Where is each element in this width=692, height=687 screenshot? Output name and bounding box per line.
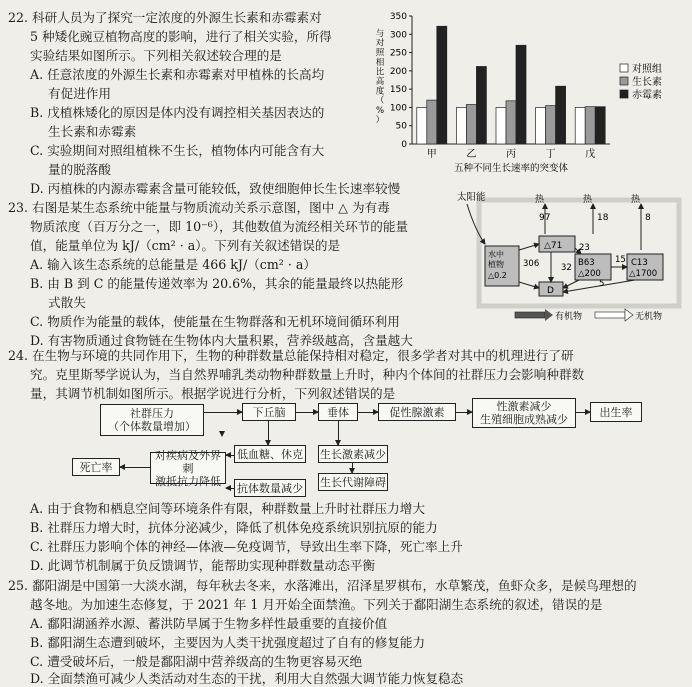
q25-option-b: B. 鄱阳湖生态遭到破坏，主要因为人类干扰强度超过了自有的修复能力 <box>30 635 426 650</box>
y-axis-label-char: % <box>375 105 385 116</box>
social-pressure-label: 社群压力 <box>130 407 174 420</box>
flow-value-23: 23 <box>579 243 590 253</box>
y-axis-label-char: 高 <box>375 77 385 87</box>
heat-value-8: 8 <box>645 213 651 223</box>
legend-swatch <box>620 90 628 98</box>
bar-赤霉素-戊 <box>595 107 605 144</box>
q25-option-d: D. 全面禁渔可减少人类活动对生态的干扰，利用大自然强大调节能力恢复稳态 <box>30 671 464 686</box>
q24-option-d: D. 此调节机制属于负反馈调节，能帮助实现种群数量动态平衡 <box>30 558 376 573</box>
y-axis-label-char: 比 <box>375 67 385 78</box>
bar-生长素-丁 <box>546 106 556 144</box>
arrow-7 <box>338 421 339 445</box>
x-tick-label: 甲 <box>426 149 437 160</box>
bar-chart <box>372 6 690 182</box>
bar-赤霉素-丁 <box>556 86 566 144</box>
legend-label: 对照组 <box>632 64 662 75</box>
q22-option-c-cont: 量的脱落酸 <box>48 162 111 177</box>
q23-option-b: B. 由 B 到 C 的能量传递效率为 20.6%，其余的能量最终以热能形 <box>30 276 404 291</box>
q25-stem-line-2: 越冬地。为加速生态修复，于 2021 年 1 月开始全面禁渔。下列关于鄱阳湖生态系统的叙述，错误的是 <box>30 597 603 612</box>
box-pituitary: 垂体 <box>318 403 358 421</box>
q25-option-a: A. 鄱阳湖涵养水源、蓄洪防旱属于生物多样性最重要的直接价值 <box>30 616 388 631</box>
q22-stem-line-2: 5 种矮化豌豆植物高度的影响，进行了相关实验，所得 <box>30 29 332 44</box>
y-tick-label: 100 <box>389 103 407 114</box>
legend-inorganic: 无机物 <box>635 312 663 322</box>
x-tick-label: 乙 <box>466 149 477 160</box>
node-c-conc: △1700 <box>629 269 658 279</box>
flow-value-32: 32 <box>561 263 572 273</box>
resistance-label-2: 激抵抗力降低 <box>155 474 221 488</box>
box-sex-hormone <box>472 398 576 428</box>
arrow-1 <box>204 412 242 413</box>
social-pressure-sub: （个体数量增加） <box>108 420 196 433</box>
q23-stem-line-1: 23. 右图是某生态系统中能量与物质流动关系示意图，图中 △ 为有毒 <box>8 200 390 215</box>
bar-赤霉素-甲 <box>437 26 447 144</box>
bar-对照组-丁 <box>536 107 546 144</box>
y-axis-label-char: ） <box>375 115 385 126</box>
node-c-value: C13 <box>631 258 648 268</box>
flow-value-5: 5 <box>599 279 605 289</box>
q22-option-b-cont: 生长素和赤霉素 <box>48 124 137 139</box>
q23-option-a: A. 输入该生态系统的总能量是 466 kJ/（cm² · a） <box>30 257 316 272</box>
arrow-12 <box>226 488 234 489</box>
box-gonadotropin: 促性腺激素 <box>378 403 456 421</box>
bar-生长素-戊 <box>585 107 595 144</box>
box-death-rate: 死亡率 <box>72 458 120 476</box>
box-hypothalamus: 下丘脑 <box>242 403 296 421</box>
box-social-pressure <box>100 404 204 436</box>
node-b-value: B63 <box>578 258 595 268</box>
q24-option-a: A. 由于食物和栖息空间等环境条件有限，种群数量上升时社群压力增大 <box>30 501 425 516</box>
bar-赤霉素-丙 <box>516 45 526 144</box>
y-axis-label-char: 相 <box>375 57 385 68</box>
arrow-6 <box>268 421 269 445</box>
box-metabolism: 生长代谢障碍 <box>318 473 388 491</box>
box-antibody: 抗体数量减少 <box>234 479 306 497</box>
y-tick-label: 350 <box>389 12 407 22</box>
box-birth-rate: 出生率 <box>590 402 642 422</box>
q24-stem-line-2: 究。克里斯琴学说认为，当自然界哺乳类动物种群数量上升时，种内个体间的社群压力会影响种群数 <box>30 367 585 382</box>
node-a-value: △71 <box>544 241 563 251</box>
node-d-label: D <box>547 286 554 296</box>
legend-label: 赤霉素 <box>632 90 662 101</box>
arrow-10 <box>120 467 150 468</box>
heat-value-97: 97 <box>539 213 551 223</box>
heat-label-1: 热 <box>535 195 545 205</box>
q24-option-c: C. 社群压力影响个体的神经—体液—免疫调节，导致出生率下降，死亡率上升 <box>30 539 463 554</box>
x-axis-label: 五种不同生长速率的突变体 <box>453 163 569 174</box>
q22-stem-line-3: 实验结果如图所示。下列相关叙述较合理的是 <box>30 48 282 63</box>
q25-stem-line-1: 25. 鄱阳湖是中国第一大淡水湖，每年秋去冬来，水落滩出，沼泽星罗棋布，水草繁茂，鱼虾众多，是候鸟理想的 <box>8 578 637 593</box>
legend-swatch <box>620 64 628 72</box>
flow-value-306: 306 <box>523 259 540 269</box>
y-tick-label: 250 <box>389 48 407 59</box>
sex-hormone-sub: 生殖细胞成熟减少 <box>480 413 568 426</box>
bar-对照组-戊 <box>575 107 585 144</box>
q22-option-a-cont: 有促进作用 <box>48 86 111 101</box>
bar-对照组-乙 <box>456 107 466 144</box>
q23-stem-line-3: 值，能量单位为 kJ/（cm² · a）。下列有关叙述错误的是 <box>30 238 341 253</box>
arrow-8 <box>352 463 353 473</box>
q22-option-d: D. 丙植株的内源赤霉素含量可能较低，致使细胞伸长生长速率较慢 <box>30 181 401 196</box>
x-tick-label: 丁 <box>545 149 556 160</box>
q24-option-b: B. 社群压力增大时，抗体分泌减少，降低了机体免疫系统识别抗原的能力 <box>30 520 438 535</box>
legend-organic: 有机物 <box>555 312 583 322</box>
y-axis-label-char: 与 <box>375 29 385 39</box>
q25-option-c: C. 遭受破坏后，一般是鄱阳湖中营养级高的生物更容易灭绝 <box>30 654 363 669</box>
producer-label-2: 植物 <box>488 260 504 269</box>
producer-label-1: 水中 <box>488 250 504 259</box>
q22-stem-line-1: 22. 科研人员为了探究一定浓度的外源生长素和赤霉素对 <box>8 10 322 25</box>
q22-option-a: A. 任意浓度的外源生长素和赤霉素对甲植株的长高均 <box>30 67 325 82</box>
y-tick-label: 0 <box>401 140 407 150</box>
heat-label-2: 热 <box>583 195 593 205</box>
box-resistance <box>150 448 226 488</box>
x-tick-label: 戊 <box>585 149 596 160</box>
q24-stem-line-1: 24. 在生物与环境的共同作用下，生物的种群数量总能保持相对稳定，很多学者对其中的机理进行了研 <box>8 348 574 363</box>
sunlight-label: 太阳能 <box>457 192 486 203</box>
q23-option-d: D. 有害物质通过食物链在生物体内大量积累，营养级越高，含量越大 <box>30 333 413 348</box>
y-axis-label-char: 照 <box>375 48 385 59</box>
arrow-2 <box>296 412 318 413</box>
q23-option-b-cont: 式散失 <box>48 295 86 310</box>
heat-value-18: 18 <box>597 213 609 223</box>
x-tick-label: 丙 <box>506 149 516 160</box>
arrow-5 <box>576 412 590 413</box>
arrow-9 <box>226 455 234 456</box>
y-tick-label: 200 <box>389 66 407 77</box>
y-tick-label: 50 <box>395 121 407 132</box>
arrow-4 <box>456 412 472 413</box>
q24-stem-line-3: 量，其调节机制如图所示。根据学说进行分析，下列叙述错误的是 <box>30 386 396 401</box>
y-axis-label-char: （ <box>375 96 385 107</box>
sex-hormone-label: 性激素减少 <box>496 400 552 413</box>
bar-生长素-甲 <box>427 100 437 144</box>
y-tick-label: 150 <box>389 85 407 96</box>
box-hypoglycemia: 低血糖、休克 <box>234 445 306 463</box>
bar-赤霉素-乙 <box>476 66 486 144</box>
node-b-conc: △200 <box>578 269 601 279</box>
y-tick-label: 300 <box>389 30 407 41</box>
arrow-3 <box>358 412 378 413</box>
flow-value-15: 15 <box>615 255 626 265</box>
bar-生长素-丙 <box>506 101 516 144</box>
legend-swatch <box>620 77 628 85</box>
q23-stem-line-2: 物质浓度（百万分之一，即 10⁻⁶），其他数值为流经相关环节的能量 <box>30 219 409 234</box>
energy-flow-diagram <box>455 190 687 330</box>
y-axis-label-char: 对 <box>375 38 385 49</box>
bar-生长素-乙 <box>466 105 476 144</box>
q23-option-c: C. 物质作为能量的载体，使能量在生物群落和无机环境间循环利用 <box>30 314 400 329</box>
q22-option-c: C. 实验期间对照组植株不生长，植物体内可能含有大 <box>30 143 325 158</box>
producer-label-3: △0.2 <box>488 271 507 280</box>
bar-对照组-丙 <box>496 107 506 144</box>
resistance-label-1: 对疾病及外界刺 <box>155 448 221 475</box>
legend-label: 生长素 <box>632 77 662 88</box>
heat-label-3: 热 <box>631 195 641 205</box>
bar-对照组-甲 <box>417 107 427 144</box>
q22-option-b: B. 戊植株矮化的原因是体内没有调控相关基因表达的 <box>30 105 325 120</box>
y-axis-label-char: 度 <box>375 86 385 97</box>
box-growth-hormone: 生长激素减少 <box>318 445 388 463</box>
